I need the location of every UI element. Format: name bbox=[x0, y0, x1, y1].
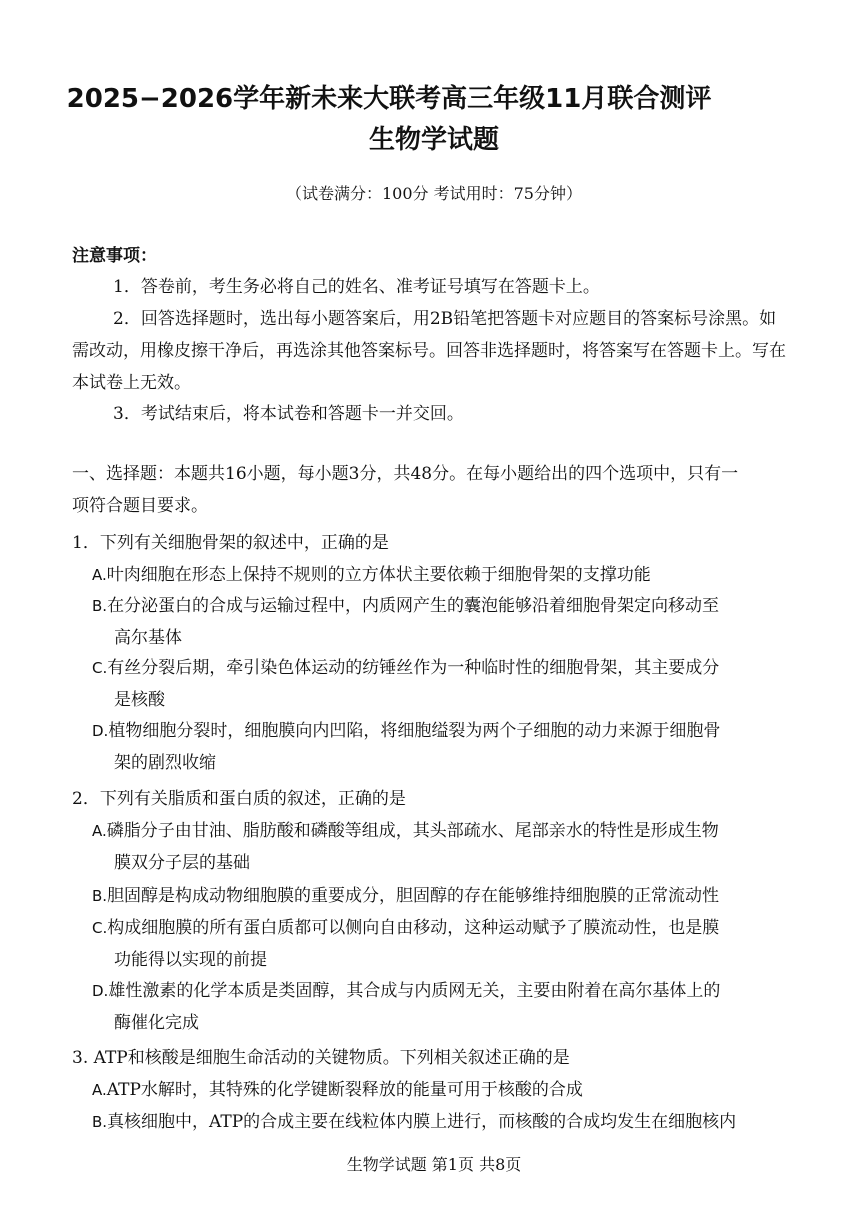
option-text-cont: 架的剧烈收缩 bbox=[114, 753, 216, 773]
option-text: 有丝分裂后期，牵引染色体运动的纺锤丝作为一种临时性的细胞骨架，其主要成分 bbox=[107, 658, 720, 678]
option-text: 磷脂分子由甘油、脂肪酸和磷酸等组成，其头部疏水、尾部亲水的特性是形成生物 bbox=[106, 821, 719, 841]
note-item-3: 3．考试结束后，将本试卷和答题卡一并交回。 bbox=[113, 404, 464, 424]
question-1-stem: 1．下列有关细胞骨架的叙述中，正确的是 bbox=[72, 533, 389, 553]
question-2-option-d bbox=[92, 975, 794, 1039]
question-1-option-a bbox=[92, 559, 794, 591]
note-item-2: 2．回答选择题时，选出每小题答案后，用2B铅笔把答题卡对应题目的答案标号涂黑。如需改动，用橡皮擦干净后，再选涂其他答案标号。回答非选择题时，将答案写在答题卡上。写在本试卷上无效。 bbox=[72, 309, 786, 393]
question-1-option-d bbox=[92, 715, 794, 779]
option-text: ATP水解时，其特殊的化学键断裂释放的能量可用于核酸的合成 bbox=[106, 1080, 583, 1100]
question-3-option-b bbox=[92, 1106, 794, 1138]
section-heading bbox=[72, 458, 794, 522]
option-label: B. bbox=[92, 1113, 108, 1131]
question-2-stem: 2．下列有关脂质和蛋白质的叙述，正确的是 bbox=[72, 789, 406, 809]
notes-heading: 注意事项： bbox=[72, 246, 157, 266]
note-item-1: 1．答卷前，考生务必将自己的姓名、准考证号填写在答题卡上。 bbox=[113, 277, 600, 297]
option-text: 雄性激素的化学本质是类固醇，其合成与内质网无关，主要由附着在高尔基体上的 bbox=[108, 981, 721, 1001]
option-label: D. bbox=[92, 722, 109, 740]
option-text: 在分泌蛋白的合成与运输过程中，内质网产生的囊泡能够沿着细胞骨架定向移动至 bbox=[107, 596, 720, 616]
option-text: 胆固醇是构成动物细胞膜的重要成分，胆固醇的存在能够维持细胞膜的正常流动性 bbox=[107, 886, 720, 906]
question-2-option-b bbox=[92, 880, 794, 912]
option-label: C. bbox=[92, 919, 108, 937]
option-label: D. bbox=[92, 982, 109, 1000]
page-footer: 生物学试题 第1页 共8页 bbox=[346, 1155, 522, 1174]
exam-title: 2025−2026学年新未来大联考高三年级11月联合测评 bbox=[66, 84, 712, 114]
question-2-option-a bbox=[92, 815, 794, 879]
option-label: A. bbox=[92, 822, 107, 840]
option-label: B. bbox=[92, 597, 108, 615]
subject-title: 生物学试题 bbox=[368, 125, 499, 155]
option-text: 叶肉细胞在形态上保持不规则的立方体状主要依赖于细胞骨架的支撑功能 bbox=[106, 565, 651, 585]
option-label: C. bbox=[92, 659, 108, 677]
option-text-cont: 膜双分子层的基础 bbox=[114, 853, 250, 873]
question-1-option-c bbox=[92, 652, 794, 716]
option-text: 植物细胞分裂时，细胞膜向内凹陷，将细胞缢裂为两个子细胞的动力来源于细胞骨 bbox=[108, 721, 721, 741]
option-text-cont: 高尔基体 bbox=[114, 628, 182, 648]
option-label: A. bbox=[92, 566, 107, 584]
section-heading-line2: 项符合题目要求。 bbox=[72, 496, 208, 516]
option-text: 真核细胞中，ATP的合成主要在线粒体内膜上进行，而核酸的合成均发生在细胞核内 bbox=[107, 1112, 737, 1132]
option-label: A. bbox=[92, 1081, 107, 1099]
option-text: 构成细胞膜的所有蛋白质都可以侧向自由移动，这种运动赋予了膜流动性，也是膜 bbox=[107, 918, 720, 938]
option-text-cont: 功能得以实现的前提 bbox=[114, 950, 267, 970]
option-text-cont: 酶催化完成 bbox=[114, 1013, 199, 1033]
exam-info: （试卷满分：100分 考试用时：75分钟） bbox=[286, 184, 582, 203]
option-label: B. bbox=[92, 887, 108, 905]
question-3-option-a bbox=[92, 1074, 794, 1106]
question-2-option-c bbox=[92, 912, 794, 976]
question-1-option-b bbox=[92, 590, 794, 654]
question-3-stem: 3. ATP和核酸是细胞生命活动的关键物质。下列相关叙述正确的是 bbox=[72, 1048, 570, 1068]
section-heading-line1: 一、选择题：本题共16小题，每小题3分，共48分。在每小题给出的四个选项中，只有一 bbox=[72, 464, 739, 484]
option-text-cont: 是核酸 bbox=[114, 690, 165, 710]
